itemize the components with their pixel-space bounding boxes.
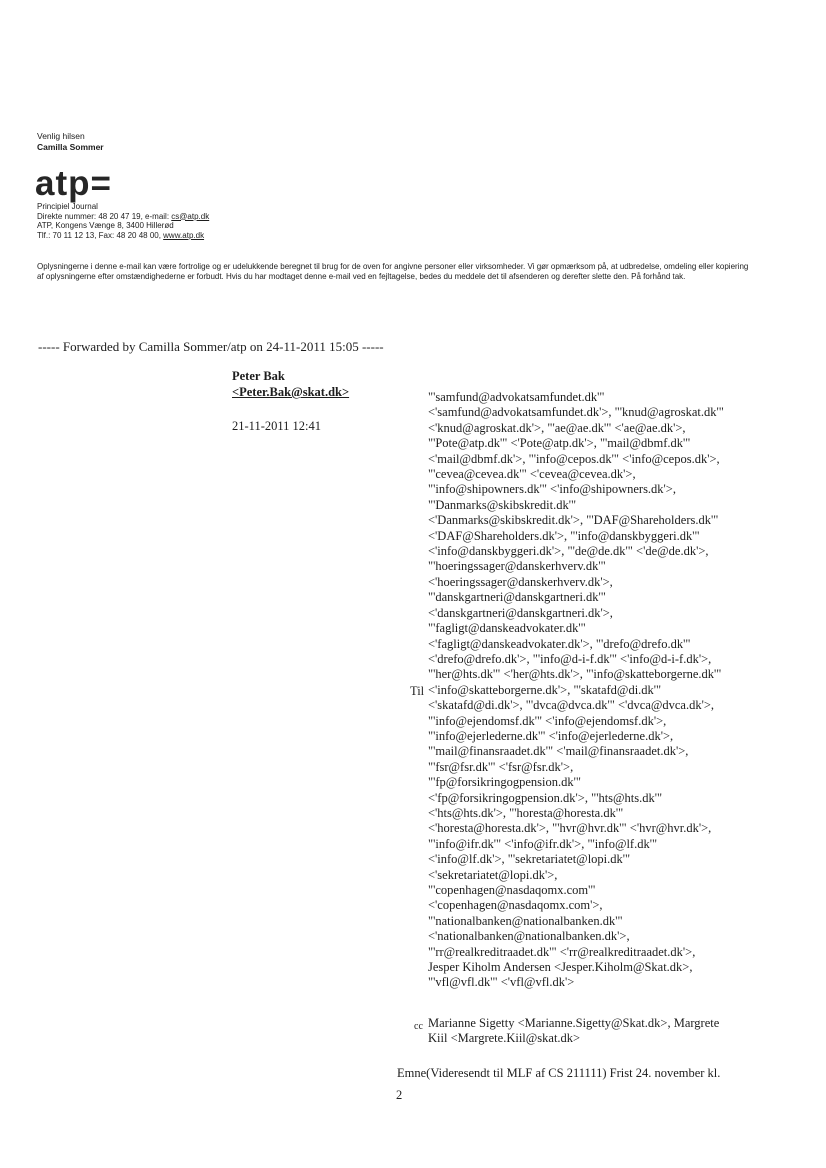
recipient-line: <'samfund@advokatsamfundet.dk'>, "'knud@agroskat.dk'" <box>428 405 724 420</box>
cc-line: Kiil <Margrete.Kiil@skat.dk> <box>428 1031 581 1046</box>
recipient-line: "'info@ejendomsf.dk'" <'info@ejendomsf.dk'>, <box>428 713 667 728</box>
phone-fax-text: Tlf.: 70 11 12 13, Fax: 48 20 48 00, <box>37 230 164 240</box>
page-number: 2 <box>396 1088 403 1102</box>
recipient-line: <'nationalbanken@nationalbanken.dk'>, <box>428 929 630 944</box>
phone-fax-line <box>37 231 209 241</box>
direct-number-text: Direkte nummer: 48 20 47 19, e-mail: <box>37 211 172 221</box>
logo-text: atp= <box>35 164 112 203</box>
atp-logo <box>35 164 112 203</box>
recipient-line: "'danskgartneri@danskgartneri.dk'" <box>428 590 606 605</box>
direct-line <box>37 212 209 222</box>
recipient-line: <'drefo@drefo.dk'>, "'info@d-i-f.dk'" <'info@d-i-f.dk'>, <box>428 651 712 666</box>
email-signature <box>37 131 104 153</box>
contact-info <box>37 202 209 240</box>
recipient-line: "'samfund@advokatsamfundet.dk'" <box>428 390 605 404</box>
recipient-line: <'horesta@horesta.dk'>, "'hvr@hvr.dk'" <'hvr@hvr.dk'>, <box>428 821 712 836</box>
recipient-line: <'hoeringssager@danskerhverv.dk'>, <box>428 574 613 589</box>
recipient-line: "'copenhagen@nasdaqomx.com'" <box>428 883 596 897</box>
recipient-line: "'info@shipowners.dk'" <'info@shipowners.dk'>, <box>428 482 676 497</box>
sender-block <box>232 368 349 400</box>
recipient-line: "'Danmarks@skibskredit.dk'" <box>428 497 577 512</box>
recipient-line: <'DAF@Shareholders.dk'>, "'info@danskbyggeri.dk'" <box>428 528 700 543</box>
recipient-line: "'info@ifr.dk'" <'info@ifr.dk'>, "'info@lf.dk'" <box>428 836 658 851</box>
recipient-line: <'info@danskbyggeri.dk'>, "'de@de.dk'" <'de@de.dk'>, <box>428 544 709 559</box>
recipient-line: <'knud@agroskat.dk'>, "'ae@ae.dk'" <'ae@ae.dk'>, <box>428 420 686 435</box>
cc-label: cc <box>414 1021 423 1032</box>
sent-date: 21-11-2011 12:41 <box>232 419 321 433</box>
email-link[interactable]: cs@atp.dk <box>171 211 210 221</box>
recipient-line: <'danskgartneri@danskgartneri.dk'>, <box>428 605 613 620</box>
recipient-line: <'copenhagen@nasdaqomx.com'>, <box>428 898 603 913</box>
recipient-line: <'info@skatteborgerne.dk'>, "'skatafd@di.dk'" <box>428 682 662 697</box>
recipient-line: <'Danmarks@skibskredit.dk'>, "'DAF@Shareholders.dk'" <box>428 513 719 528</box>
recipient-line: <'mail@dbmf.dk'>, "'info@cepos.dk'" <'info@cepos.dk'>, <box>428 451 720 466</box>
recipient-line: "'vfl@vfl.dk'" <'vfl@vfl.dk'> <box>428 975 575 990</box>
forwarded-header: ----- Forwarded by Camilla Sommer/atp on 24-11-2011 15:05 ----- <box>38 339 384 354</box>
recipient-line: "'Pote@atp.dk'" <'Pote@atp.dk'>, "'mail@dbmf.dk'" <box>428 436 691 451</box>
recipient-list <box>428 390 768 991</box>
signer-name: Camilla Sommer <box>37 142 104 152</box>
cc-list <box>428 1016 719 1047</box>
website-link[interactable]: www.atp.dk <box>163 230 205 240</box>
recipient-line: <'info@lf.dk'>, "'sekretariatet@lopi.dk'" <box>428 852 631 867</box>
recipient-line: <'hts@hts.dk'>, "'horesta@horesta.dk'" <box>428 805 624 820</box>
recipient-line: "'hoeringssager@danskerhverv.dk'" <box>428 559 606 574</box>
recipient-line: "'mail@finansraadet.dk'" <'mail@finansraadet.dk'>, <box>428 744 689 759</box>
recipient-line: <'skatafd@di.dk'>, "'dvca@dvca.dk'" <'dvca@dvca.dk'>, <box>428 698 715 713</box>
sender-email-link[interactable]: <Peter.Bak@skat.dk> <box>232 385 350 399</box>
recipient-line: "'fagligt@danskeadvokater.dk'" <box>428 621 586 636</box>
greeting: Venlig hilsen <box>37 131 85 141</box>
cc-line: Marianne Sigetty <Marianne.Sigetty@Skat.dk>, Margrete <box>428 1016 720 1030</box>
recipient-line: "'fsr@fsr.dk'" <'fsr@fsr.dk'>, <box>428 759 574 774</box>
recipient-line: "'nationalbanken@nationalbanken.dk'" <box>428 913 623 928</box>
recipient-line: "'fp@forsikringogpension.dk'" <box>428 775 581 790</box>
recipient-line: "'info@ejerlederne.dk'" <'info@ejerlederne.dk'>, <box>428 728 674 743</box>
recipient-line: "'her@hts.dk'" <'her@hts.dk'>, "'info@skatteborgerne.dk'" <box>428 667 722 682</box>
recipient-line: "'rr@realkreditraadet.dk'" <'rr@realkreditraadet.dk'>, <box>428 944 696 959</box>
recipient-line: <'fp@forsikringogpension.dk'>, "'hts@hts.dk'" <box>428 790 663 805</box>
recipient-line: <'sekretariatet@lopi.dk'>, <box>428 867 558 882</box>
subject-line: Emne(Videresendt til MLF af CS 211111) Frist 24. november kl. <box>397 1066 721 1080</box>
department: Principiel Journal <box>37 202 98 211</box>
recipient-line: "'cevea@cevea.dk'" <'cevea@cevea.dk'>, <box>428 467 636 482</box>
to-label: Til <box>410 684 425 698</box>
disclaimer-text: Oplysningerne i denne e-mail kan være fortrolige og er udelukkende beregnet til brug for de oven for angivne personer eller virksomheder. Vi gør opmærksom på, at udbredelse, omdeling eller kopiering af oplysningerne efter omstændighederne er forbudt. Hvis du har modtaget denne e-mail ved en fejltagelse, bedes du meddele det til afsenderen og derefter slette den. På forhånd tak. <box>37 262 749 281</box>
recipient-line: <'fagligt@danskeadvokater.dk'>, "'drefo@drefo.dk'" <box>428 636 691 651</box>
address: ATP, Kongens Vænge 8, 3400 Hillerød <box>37 221 174 230</box>
recipient-line: Jesper Kiholm Andersen <Jesper.Kiholm@Skat.dk>, <box>428 960 693 975</box>
sender-name: Peter Bak <box>232 369 285 383</box>
